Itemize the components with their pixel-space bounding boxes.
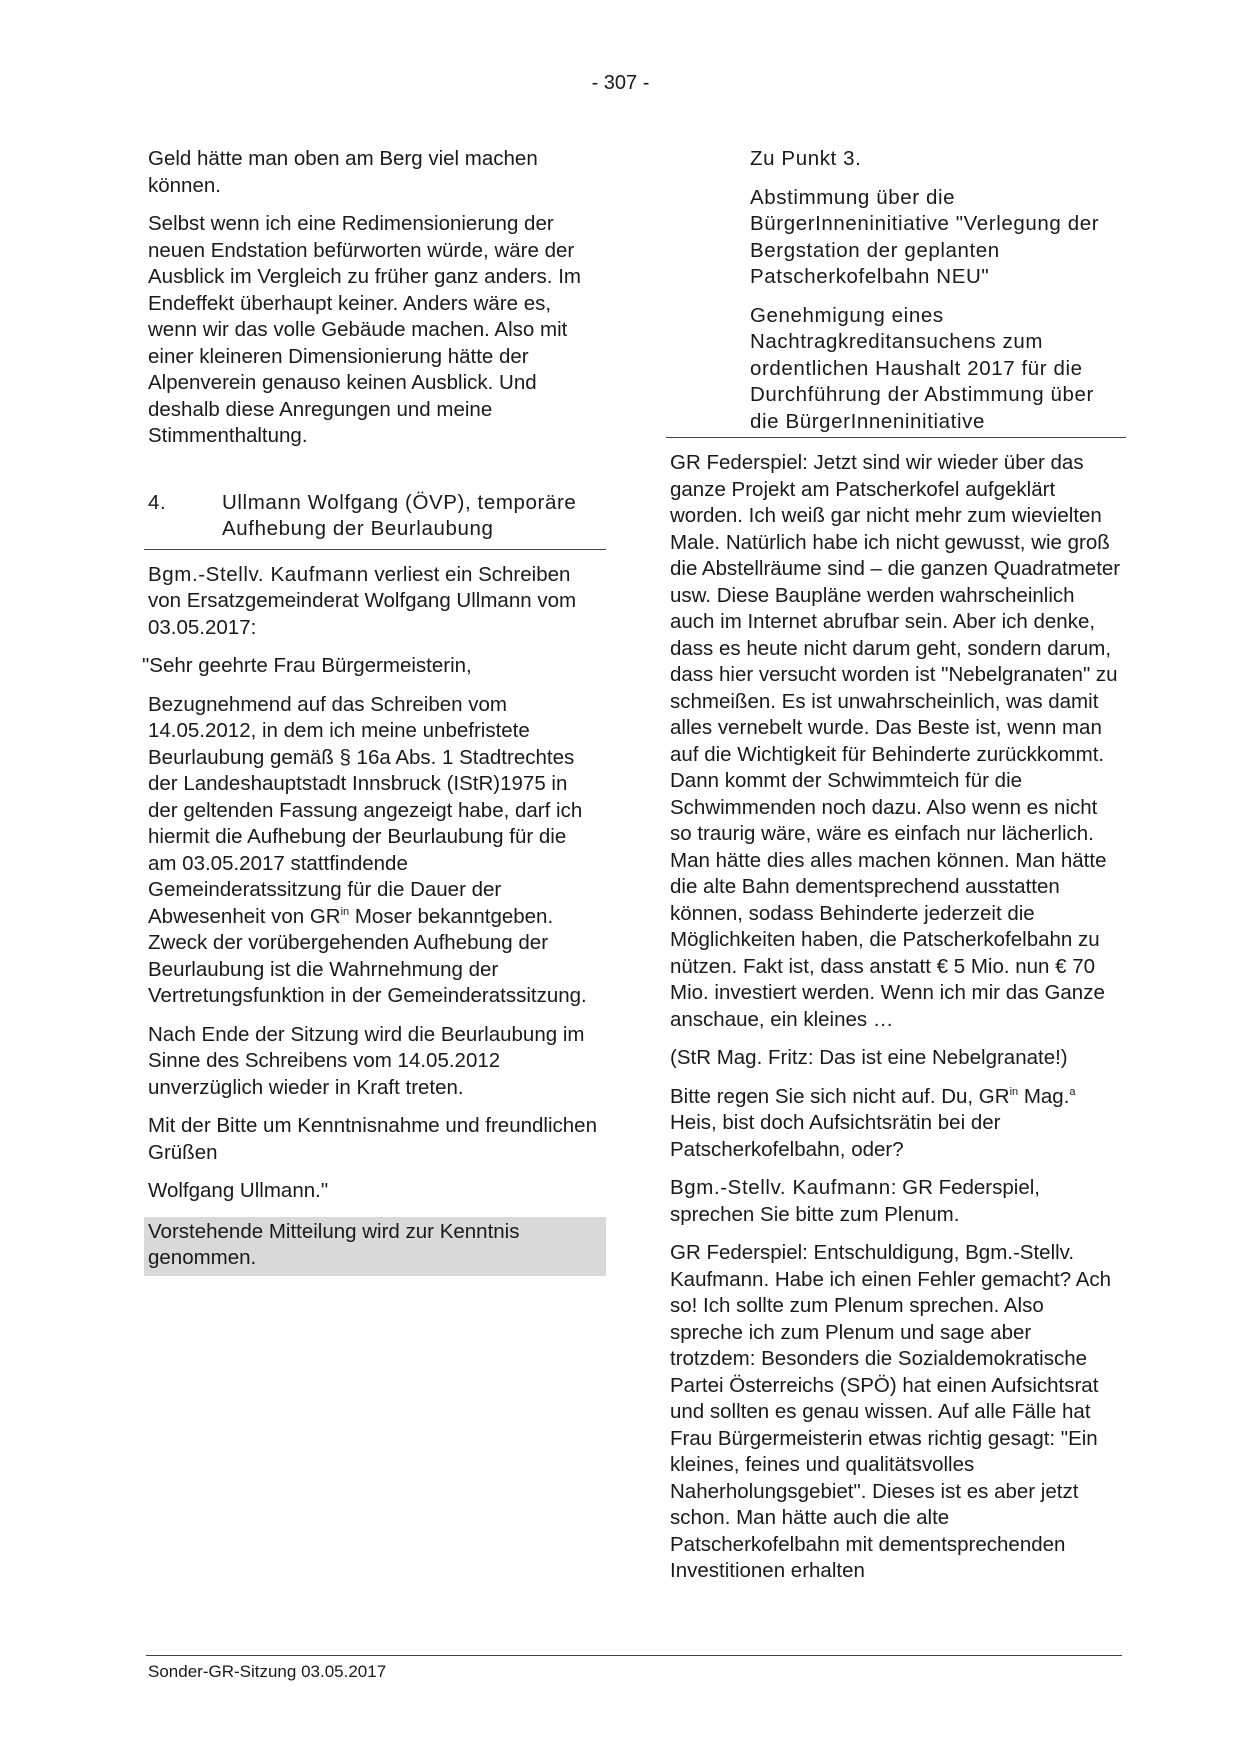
decision-box: Vorstehende Mitteilung wird zur Kenntnis genommen.: [144, 1217, 606, 1276]
point-label: Zu Punkt 3.: [750, 147, 862, 170]
speech-paragraph: [670, 1084, 1122, 1164]
speaker-name: Bgm.-Stellv. Kaufmann: [670, 1176, 891, 1199]
paragraph: Selbst wenn ich eine Redimensionierung der neuen Endstation befürworten würde, wäre der Ausblick im Vergleich zu früher ganz anders. Im Endeffekt überhaupt keiner. Anders wäre es, wenn wir das volle Gebäude machen. Also mit einer kleineren Dimensionierung hätte der Alpenverein genauso keinen Ausblick. Und deshalb diese Anregungen und meine Stimmenthaltung.: [148, 212, 581, 447]
page-number: - 307 -: [591, 72, 650, 94]
agenda-item-number: 4.: [148, 490, 167, 514]
divider: [666, 437, 1126, 438]
speech-paragraph: GR Federspiel: Jetzt sind wir wieder über das ganze Projekt am Patscherkofel aufgeklärt worden. Ich weiß gar nicht mehr zum wievielten Male. Natürlich habe ich nicht gewusst, wie groß die Abstellräume sind – die ganzen Quadratmeter usw. Diese Baupläne werden wahrscheinlich auch im Internet abrufbar sein. Aber ich denke, dass es heute nicht darum geht, sondern darum, dass hier versucht worden ist "Nebelgranaten" zu schmeißen. Es ist unwahrscheinlich, was damit alles vernebelt wurde. Das Beste ist, wenn man auf die Wichtigkeit für Behinderte zurückkommt. Dann kommt der Schwimmteich für die Schwimmenden noch dazu. Also wenn es nicht so traurig wäre, wäre es einfach nur lächerlich. Man hätte dies alles machen können. Man hätte die alte Bahn dementsprechend ausstatten können, sodass Behinderte jederzeit die Möglichkeiten haben, die Patscherkofelbahn zu nützen. Fakt ist, dass anstatt € 5 Mio. nun € 70 Mio. investiert werden. Wenn ich mir das Ganze anschaue, ein kleines …: [670, 451, 1121, 1031]
intro-text: verliest ein Schreiben von Ersatzgemeinderat Wolfgang Ullmann vom 03.05.2017:: [148, 562, 577, 639]
divider: [144, 549, 606, 550]
letter-signature: Wolfgang Ullmann.": [148, 1179, 329, 1202]
point-subtitle: Genehmigung eines Nachtragkreditansuchens zum ordentlichen Haushalt 2017 für die Durchführung der Abstimmung über die BürgerInneninitiative: [750, 303, 1094, 433]
speech-text: Mag.: [1018, 1084, 1070, 1108]
letter-paragraph: [148, 692, 600, 1010]
paragraph: Geld hätte man oben am Berg viel machen können.: [148, 147, 538, 197]
letter-text: Bezugnehmend auf das Schreiben vom 14.05.2012, in dem ich meine unbefristete Beurlaubung gemäß § 16a Abs. 1 Stadtrechtes der Landeshauptstadt Innsbruck (IStR)1975 in der geltenden Fassung angezeigt habe, darf ich hiermit die Aufhebung der Beurlaubung für die am 03.05.2017 stattfindende Gemeinderatssitzung für die Dauer der Abwesenheit von GR: [148, 692, 583, 928]
interjection: (StR Mag. Fritz: Das ist eine Nebelgranate!): [670, 1046, 1068, 1069]
chair-remark: [670, 1175, 1122, 1228]
superscript: a: [1069, 1085, 1076, 1098]
left-column: [142, 146, 600, 1288]
letter-closing: Mit der Bitte um Kenntnisnahme und freundlichen Grüßen: [148, 1114, 597, 1164]
speech-text: Bitte regen Sie sich nicht auf. Du, GR: [670, 1084, 1010, 1108]
letter-text: Moser bekanntgeben. Zweck der vorübergehenden Aufhebung der Beurlaubung ist die Wahrnehmung der Vertretungsfunktion in der Gemeinderatssitzung.: [148, 904, 587, 1007]
footer-text: Sonder-GR-Sitzung 03.05.2017: [148, 1662, 387, 1681]
agenda-item-title: Ullmann Wolfgang (ÖVP), temporäre Aufhebung der Beurlaubung: [222, 490, 577, 540]
speaker-name: Bgm.-Stellv. Kaufmann: [148, 562, 369, 586]
chair-text: : GR Federspiel, sprechen Sie bitte zum Plenum.: [670, 1176, 1040, 1226]
footer-divider: [146, 1655, 1122, 1656]
right-column: [670, 146, 1122, 1597]
letter-paragraph: Nach Ende der Sitzung wird die Beurlaubung im Sinne des Schreibens vom 14.05.2012 unverzüglich wieder in Kraft treten.: [148, 1022, 585, 1099]
point-title: Abstimmung über die BürgerInneninitiative "Verlegung der Bergstation der geplanten Patscherkofelbahn NEU": [750, 185, 1100, 288]
superscript: in: [340, 905, 350, 918]
agenda-point-heading: [670, 146, 1122, 435]
superscript: in: [1009, 1085, 1019, 1098]
letter-salutation: "Sehr geehrte Frau Bürgermeisterin,: [142, 654, 472, 677]
speech-text: Heis, bist doch Aufsichtsrätin bei der Patscherkofelbahn, oder?: [670, 1111, 1001, 1161]
intro-paragraph: [148, 562, 600, 642]
speech-paragraph: GR Federspiel: Entschuldigung, Bgm.-Stellv. Kaufmann. Habe ich einen Fehler gemacht? Ach so! Ich sollte zum Plenum sprechen. Also spreche ich zum Plenum und sage aber trotzdem: Besonders die Sozialdemokratische Partei Österreichs (SPÖ) hat einen Aufsichtsrat und sollten es genau wissen. Auf alle Fälle hat Frau Bürgermeisterin etwas richtig gesagt: "Ein kleines, feines und qualitätsvolles Naherholungsgebiet". Dieses ist es aber jetzt schon. Man hätte auch die alte Patscherkofelbahn mit dementsprechenden Investitionen erhalten: [670, 1241, 1112, 1582]
agenda-item-heading: [148, 490, 600, 543]
